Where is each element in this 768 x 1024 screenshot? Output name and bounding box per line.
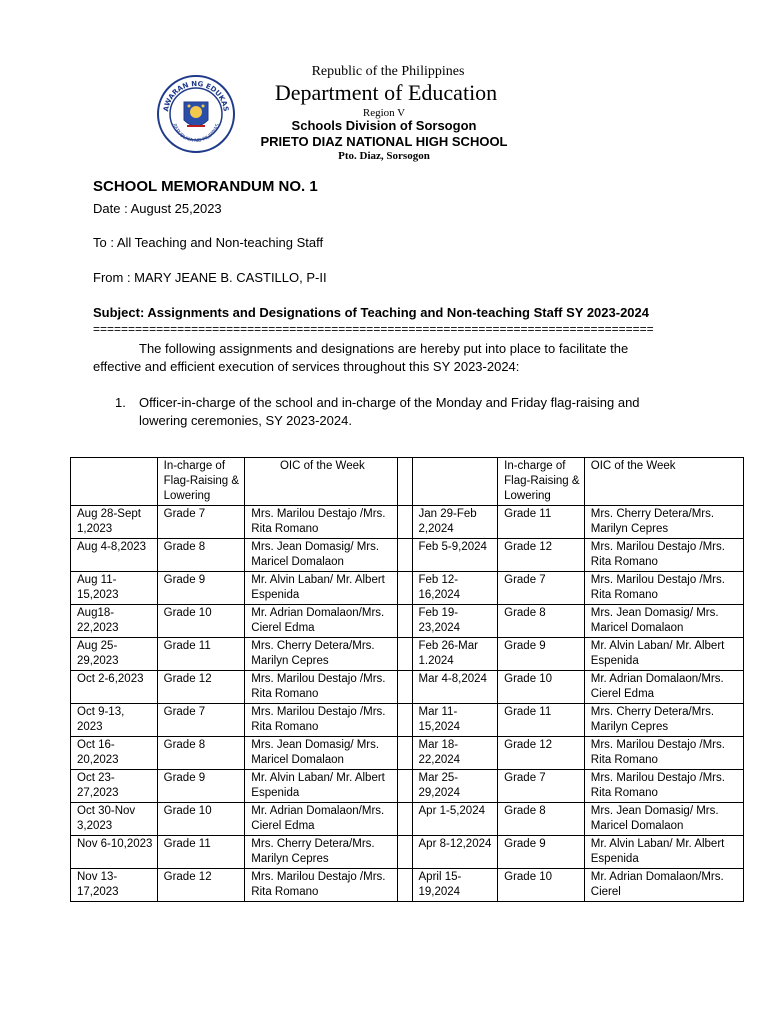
week-cell: Mar 4-8,2024 [412,671,498,704]
header-division: Schools Division of Sorsogon [291,118,477,133]
oic-cell: Mrs. Marilou Destajo /Mrs. Rita Romano [245,704,398,737]
memo-subject: Subject: Assignments and Designations of Teaching and Non-teaching Staff SY 2023-2024 [93,305,649,320]
gap-cell [398,605,412,638]
oic-schedule-table [70,457,744,902]
table-row [71,506,744,539]
week-cell: Mar 18-22,2024 [412,737,498,770]
grade-cell: Grade 9 [498,836,585,869]
week-cell: Aug 28-Sept 1,2023 [71,506,158,539]
grade-cell: Grade 7 [498,770,585,803]
week-cell: Feb 26-Mar 1.2024 [412,638,498,671]
header-cell [71,458,158,506]
week-cell: Mar 25-29,2024 [412,770,498,803]
oic-cell: Mrs. Marilou Destajo /Mrs. Rita Romano [245,671,398,704]
table-row [71,572,744,605]
week-cell: Oct 9-13, 2023 [71,704,158,737]
table-row [71,638,744,671]
gap-cell [398,539,412,572]
oic-cell: Mrs. Cherry Detera/Mrs. Marilyn Cepres [584,506,743,539]
grade-cell: Grade 7 [157,704,245,737]
week-cell: Apr 8-12,2024 [412,836,498,869]
svg-text:REPUBLIKA NG PILIPINAS: REPUBLIKA NG PILIPINAS [170,123,222,145]
memo-from: From : MARY JEANE B. CASTILLO, P-II [93,270,327,285]
oic-cell: Mrs. Marilou Destajo /Mrs. Rita Romano [245,506,398,539]
grade-cell: Grade 11 [157,638,245,671]
grade-cell: Grade 8 [498,605,585,638]
grade-cell: Grade 10 [157,605,245,638]
grade-cell: Grade 9 [157,572,245,605]
header-cell: In-charge of Flag-Raising & Lowering [157,458,245,506]
grade-cell: Grade 12 [157,869,245,902]
oic-cell: Mrs. Cherry Detera/Mrs. Marilyn Cepres [245,836,398,869]
oic-cell: Mr. Alvin Laban/ Mr. Albert Espenida [245,770,398,803]
week-cell: Feb 19-23,2024 [412,605,498,638]
header-school-name: PRIETO DIAZ NATIONAL HIGH SCHOOL [260,134,508,149]
header-region: Region V [362,107,406,119]
week-cell: Oct 2-6,2023 [71,671,158,704]
grade-cell: Grade 12 [157,671,245,704]
table-row [71,605,744,638]
oic-cell: Mrs. Marilou Destajo /Mrs. Rita Romano [584,572,743,605]
grade-cell: Grade 8 [157,539,245,572]
oic-cell: Mr. Alvin Laban/ Mr. Albert Espenida [245,572,398,605]
header-gap-cell [398,458,412,506]
table-row [71,803,744,836]
table-row [71,869,744,902]
week-cell: Jan 29-Feb 2,2024 [412,506,498,539]
gap-cell [398,803,412,836]
grade-cell: Grade 11 [157,836,245,869]
grade-cell: Grade 11 [498,506,585,539]
oic-cell: Mr. Adrian Domalaon/Mrs. Cierel [584,869,743,902]
grade-cell: Grade 9 [498,638,585,671]
table-row [71,671,744,704]
oic-cell: Mrs. Cherry Detera/Mrs. Marilyn Cepres [584,704,743,737]
memo-date: Date : August 25,2023 [93,201,222,216]
week-cell: Oct 16-20,2023 [71,737,158,770]
grade-cell: Grade 10 [498,671,585,704]
grade-cell: Grade 11 [498,704,585,737]
list-item-text: Officer-in-charge of the school and in-charge of the Monday and Friday flag-raising and lowering ceremonies, SY 2023-2024. [139,395,640,428]
oic-cell: Mrs. Marilou Destajo /Mrs. Rita Romano [584,539,743,572]
oic-cell: Mr. Alvin Laban/ Mr. Albert Espenida [584,836,743,869]
oic-cell: Mrs. Marilou Destajo /Mrs. Rita Romano [245,869,398,902]
oic-cell: Mrs. Jean Domasig/ Mrs. Maricel Domalaon [245,539,398,572]
week-cell: Aug 25-29,2023 [71,638,158,671]
table-row [71,770,744,803]
table-row [71,539,744,572]
separator-rule: ================================================================================ [93,322,654,336]
grade-cell: Grade 7 [498,572,585,605]
grade-cell: Grade 12 [498,737,585,770]
gap-cell [398,572,412,605]
memo-to: To : All Teaching and Non-teaching Staff [93,235,324,250]
header-cell: OIC of the Week [584,458,743,506]
oic-cell: Mr. Alvin Laban/ Mr. Albert Espenida [584,638,743,671]
oic-cell: Mrs. Cherry Detera/Mrs. Marilyn Cepres [245,638,398,671]
memo-title: SCHOOL MEMORANDUM NO. 1 [93,178,318,195]
grade-cell: Grade 10 [498,869,585,902]
week-cell: Mar 11-15,2024 [412,704,498,737]
gap-cell [398,704,412,737]
table-row [71,836,744,869]
week-cell: April 15-19,2024 [412,869,498,902]
list-item [115,394,655,430]
week-cell: Aug18-22,2023 [71,605,158,638]
grade-cell: Grade 9 [157,770,245,803]
week-cell: Aug 11-15,2023 [71,572,158,605]
header-cell: OIC of the Week [245,458,398,506]
week-cell: Aug 4-8,2023 [71,539,158,572]
grade-cell: Grade 10 [157,803,245,836]
gap-cell [398,506,412,539]
grade-cell: Grade 8 [498,803,585,836]
week-cell: Feb 12-16,2024 [412,572,498,605]
week-cell: Nov 13-17,2023 [71,869,158,902]
oic-cell: Mrs. Marilou Destajo /Mrs. Rita Romano [584,737,743,770]
oic-cell: Mrs. Jean Domasig/ Mrs. Maricel Domalaon [584,803,743,836]
week-cell: Nov 6-10,2023 [71,836,158,869]
header-cell: In-charge of Flag-Raising & Lowering [498,458,585,506]
header-department: Department of Education [274,80,498,105]
memo-paragraph: The following assignments and designations are hereby put into place to facilitate the effective and efficient execution of services throughout this SY 2023-2024: [93,341,629,374]
oic-cell: Mrs. Marilou Destajo /Mrs. Rita Romano [584,770,743,803]
gap-cell [398,638,412,671]
svg-text:KAGAWARAN NG EDUKASYON: AWARAN NG EDUKAS [162,79,230,113]
oic-cell: Mr. Adrian Domalaon/Mrs. Cierel Edma [245,605,398,638]
list-item-number: 1. [115,395,126,410]
week-cell: Oct 30-Nov 3,2023 [71,803,158,836]
grade-cell: Grade 7 [157,506,245,539]
oic-cell: Mr. Adrian Domalaon/Mrs. Cierel Edma [584,671,743,704]
grade-cell: Grade 12 [498,539,585,572]
gap-cell [398,671,412,704]
gap-cell [398,869,412,902]
gap-cell [398,836,412,869]
table-row [71,704,744,737]
week-cell: Apr 1-5,2024 [412,803,498,836]
gap-cell [398,737,412,770]
oic-cell: Mrs. Jean Domasig/ Mrs. Maricel Domalaon [584,605,743,638]
header-address: Pto. Diaz, Sorsogon [338,150,430,162]
grade-cell: Grade 8 [157,737,245,770]
header-cell [412,458,498,506]
table-header-row [71,458,744,506]
gap-cell [398,770,412,803]
oic-cell: Mr. Adrian Domalaon/Mrs. Cierel Edma [245,803,398,836]
week-cell: Feb 5-9,2024 [412,539,498,572]
oic-cell: Mrs. Jean Domasig/ Mrs. Maricel Domalaon [245,737,398,770]
week-cell: Oct 23-27,2023 [71,770,158,803]
header-republic: Republic of the Philippines [311,64,465,79]
table-row [71,737,744,770]
